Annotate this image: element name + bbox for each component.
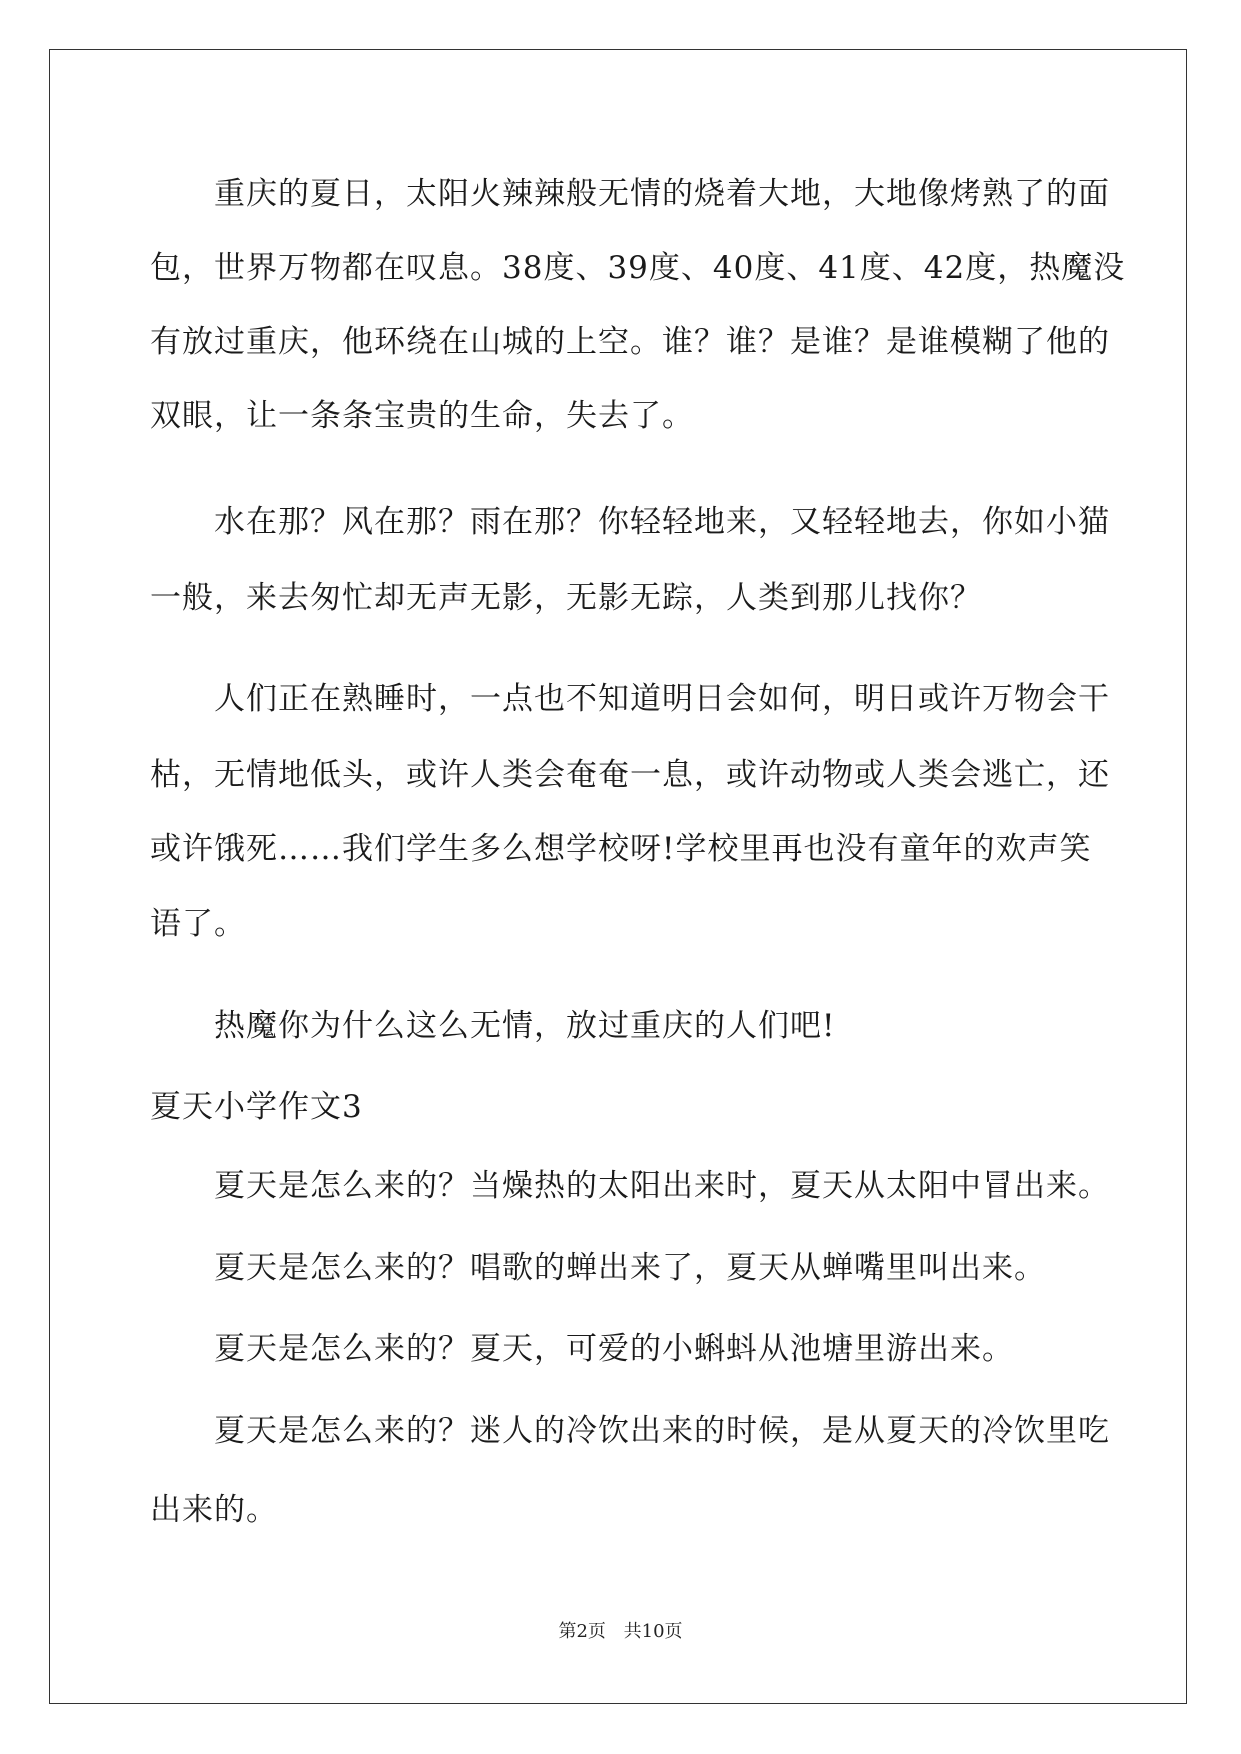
text-line: 枯，无情地低头，或许人类会奄奄一息，或许动物或人类会逃亡，还: [150, 757, 1110, 793]
text-line: 热魔你为什么这么无情，放过重庆的人们吧!: [150, 1008, 836, 1044]
text-line: 有放过重庆，他环绕在山城的上空。谁？谁？是谁？是谁模糊了他的: [150, 324, 1110, 360]
text-line: 人们正在熟睡时，一点也不知道明日会如何，明日或许万物会干: [150, 681, 1110, 717]
text-line: 或许饿死……我们学生多么想学校呀!学校里再也没有童年的欢声笑: [150, 831, 1092, 867]
page-number: 第2页: [558, 1621, 606, 1642]
page-footer: [0, 1617, 1241, 1643]
page-total: 共10页: [623, 1621, 683, 1642]
text-line: 夏天是怎么来的？唱歌的蝉出来了，夏天从蝉嘴里叫出来。: [150, 1250, 1046, 1286]
text-line: 夏天是怎么来的？夏天，可爱的小蝌蚪从池塘里游出来。: [150, 1331, 1014, 1367]
text-line: 包，世界万物都在叹息。38度、39度、40度、41度、42度，热魔没: [150, 250, 1126, 286]
text-line: 夏天是怎么来的？当燥热的太阳出来时，夏天从太阳中冒出来。: [150, 1168, 1110, 1204]
text-line: 夏天是怎么来的？迷人的冷饮出来的时候，是从夏天的冷饮里吃: [150, 1413, 1110, 1449]
section-heading: 夏天小学作文3: [150, 1089, 363, 1125]
text-line: 双眼，让一条条宝贵的生命，失去了。: [150, 398, 694, 434]
page-border: [49, 49, 1187, 1704]
text-line: 语了。: [150, 906, 246, 942]
text-line: 一般，来去匆忙却无声无影，无影无踪，人类到那儿找你？: [150, 580, 982, 616]
text-line: 出来的。: [150, 1492, 278, 1528]
text-line: 水在那？风在那？雨在那？你轻轻地来，又轻轻地去，你如小猫: [150, 504, 1110, 540]
text-line: 重庆的夏日，太阳火辣辣般无情的烧着大地，大地像烤熟了的面: [150, 176, 1110, 212]
